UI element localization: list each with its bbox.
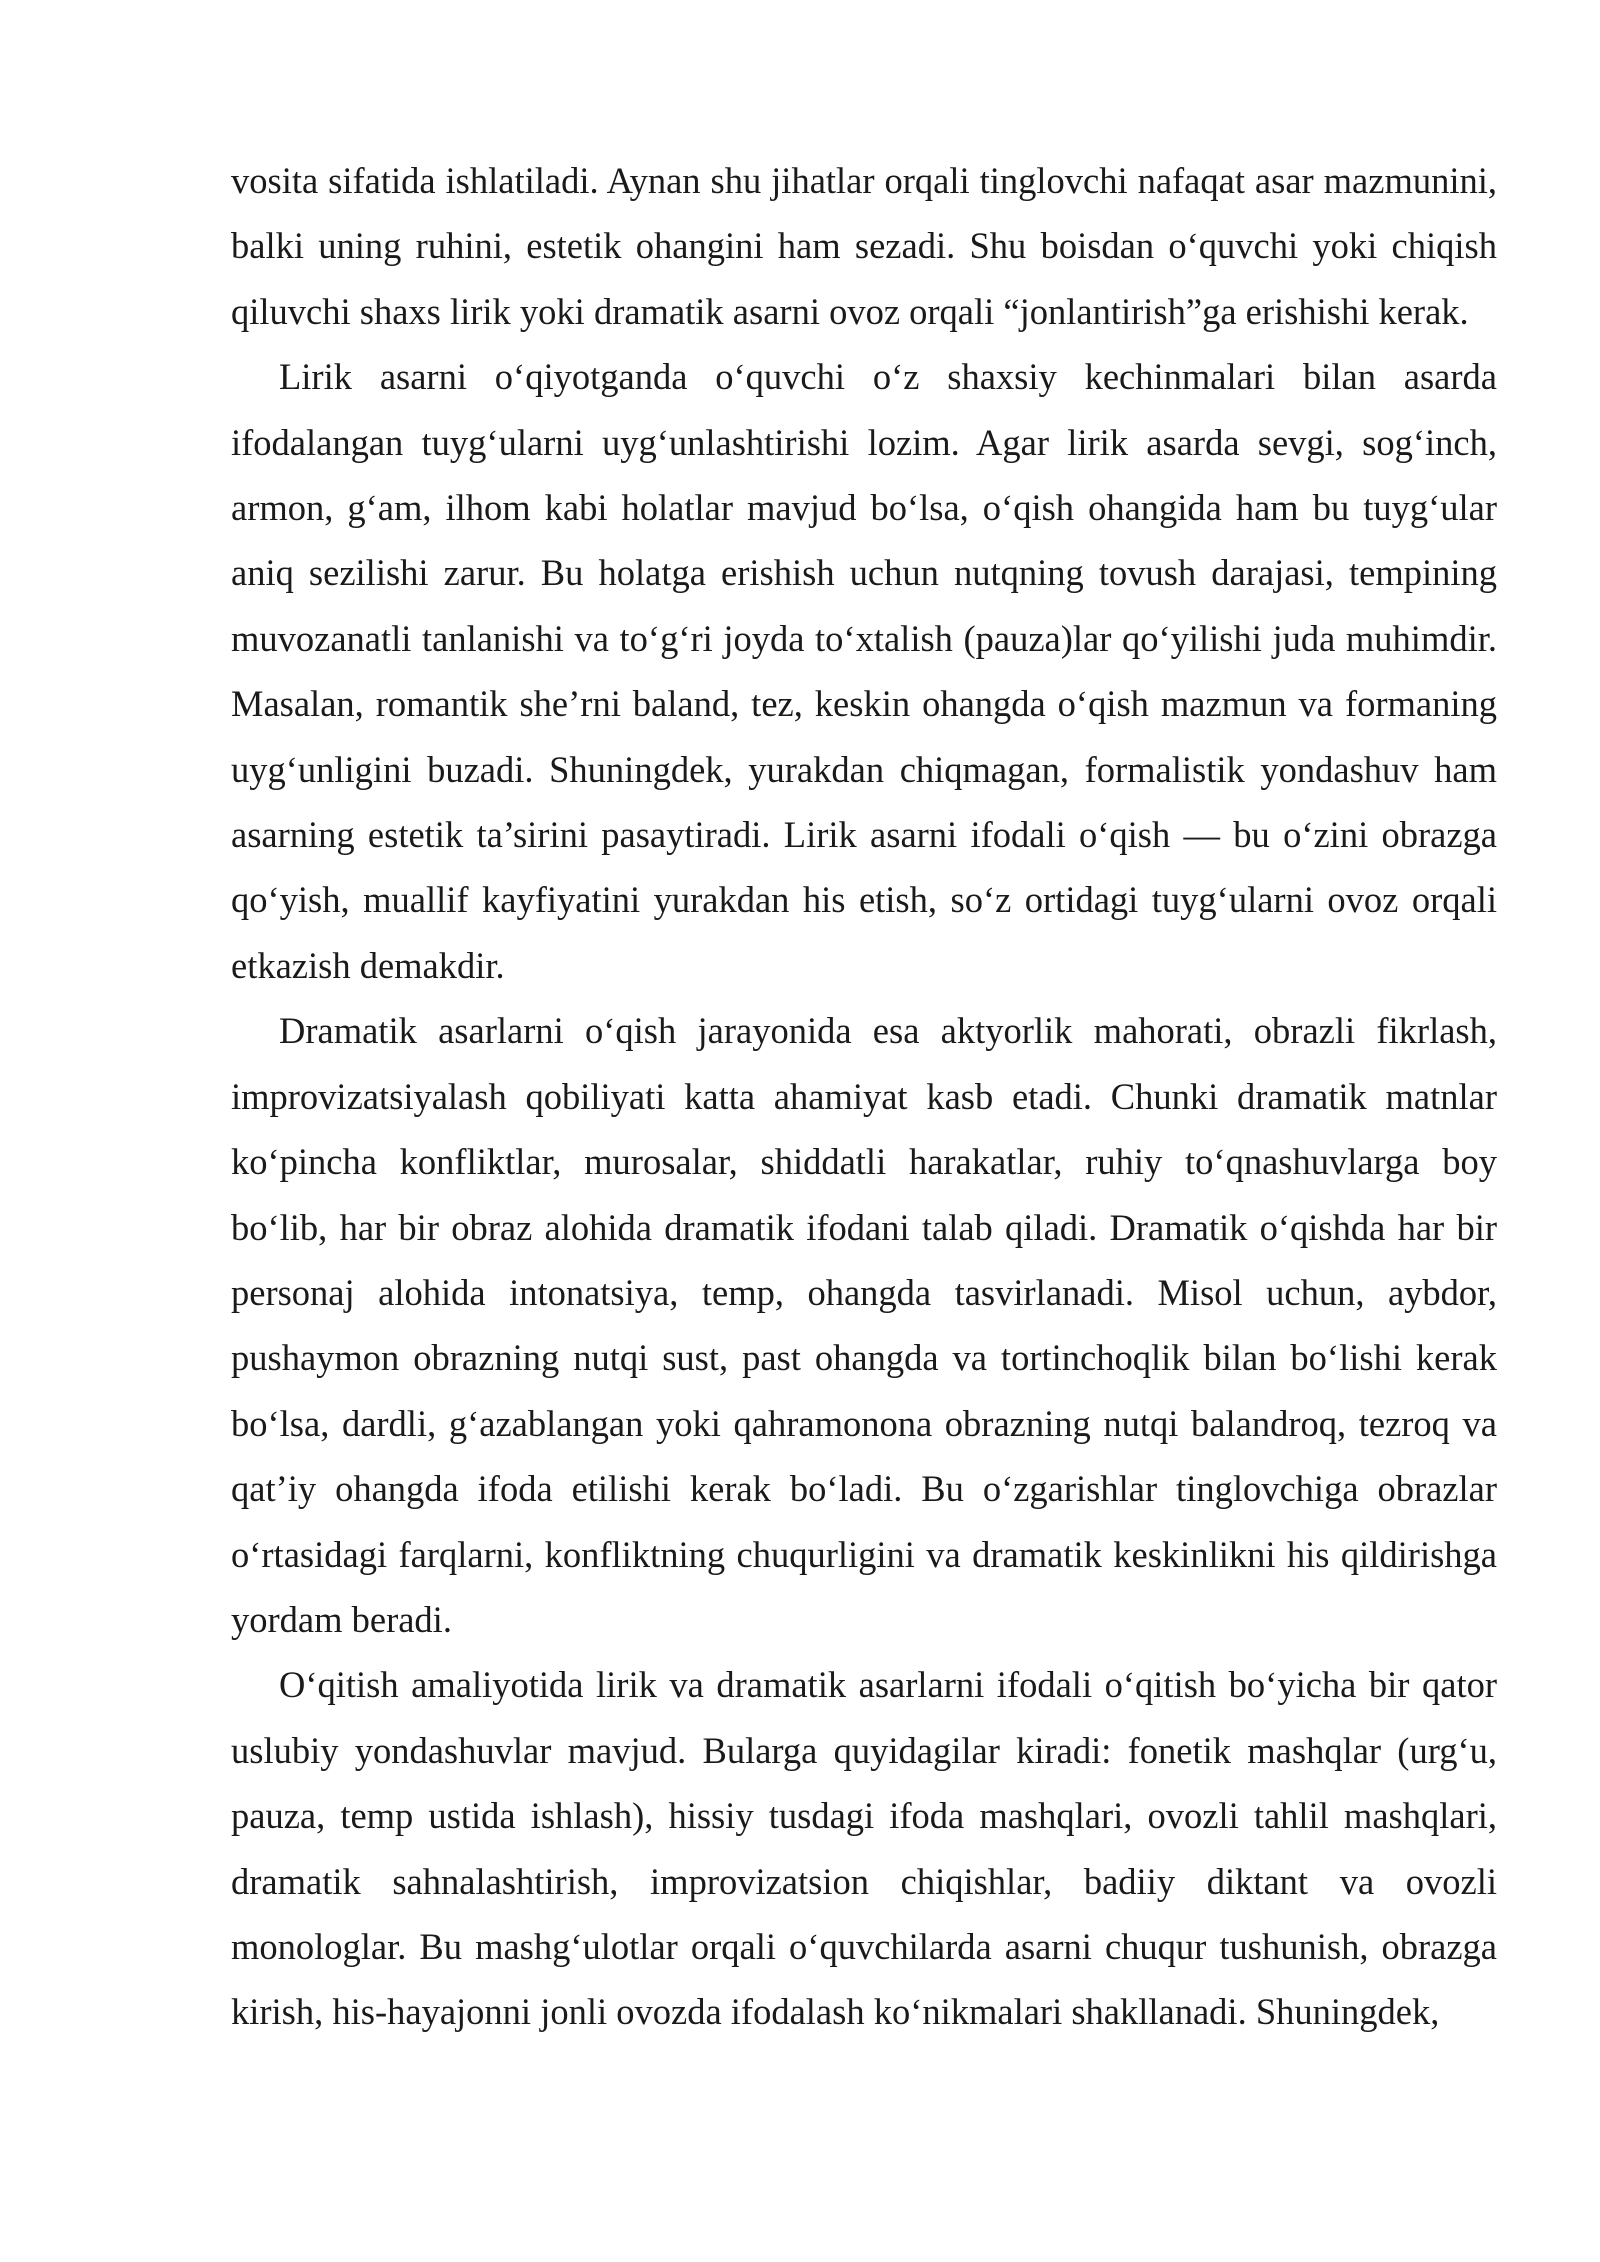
paragraph-dramatic-reading: Dramatik asarlarni o‘qish jarayonida esa aktyorlik mahorati, obrazli fikrlash, improvizatsiyalash qobiliyati katta ahamiyat kasb etadi. Chunki dramatik matnlar ko‘pincha konfliktlar, murosalar, shiddatli harakatlar, ruhiy to‘qnashuvlarga boy bo‘lib, har bir obraz alohida dramatik ifodani talab qiladi. Dramatik o‘qishda har bir personaj alohida intonatsiya, temp, ohangda tasvirlanadi. Misol uchun, aybdor, pushaymon obrazning nutqi sust, past ohangda va tortinchoqlik bilan bo‘lishi kerak bo‘lsa, dardli, g‘azablangan yoki qahramonona obrazning nutqi balandroq, tezroq va qat’iy ohangda ifoda etilishi kerak bo‘ladi. Bu o‘zgarishlar tinglovchiga obrazlar o‘rtasidagi farqlarni, konfliktning chuqurligini va dramatik keskinlikni his qildirishga yordam beradi. xyxy=(231,1010,1497,1640)
paragraph-teaching-practice: O‘qitish amaliyotida lirik va dramatik asarlarni ifodali o‘qitish bo‘yicha bir qator uslubiy yondashuvlar mavjud. Bularga quyidagilar kiradi: fonetik mashqlar (urg‘u, pauza, temp ustida ishlash), hissiy tusdagi ifoda mashqlari, ovozli tahlil mashqlari, dramatik sahnalashtirish, improvizatsion chiqishlar, badiiy diktant va ovozli monologlar. Bu mashg‘ulotlar orqali o‘quvchilarda asarni chuqur tushunish, obrazga kirish, his-hayajonni jonli ovozda ifodalash ko‘nikmalari shakllanadi. Shuningdek, xyxy=(231,1664,1497,2033)
paragraph-lyric-reading: Lirik asarni o‘qiyotganda o‘quvchi o‘z shaxsiy kechinmalari bilan asarda ifodalangan tuyg‘ularni uyg‘unlashtirishi lozim. Agar lirik asarda sevgi, sog‘inch, armon, g‘am, ilhom kabi holatlar mavjud bo‘lsa, o‘qish ohangida ham bu tuyg‘ular aniq sezilishi zarur. Bu holatga erishish uchun nutqning tovush darajasi, tempining muvozanatli tanlanishi va to‘g‘ri joyda to‘xtalish (pauza)lar qo‘yilishi juda muhimdir. Masalan, romantik she’rni baland, tez, keskin ohangda o‘qish mazmun va formaning uyg‘unligini buzadi. Shuningdek, yurakdan chiqmagan, formalistik yondashuv ham asarning estetik ta’sirini pasaytiradi. Lirik asarni ifodali o‘qish — bu o‘zini obrazga qo‘yish, muallif kayfiyatini yurakdan his etish, so‘z ortidagi tuyg‘ularni ovoz orqali etkazish demakdir. xyxy=(231,356,1497,986)
body-text xyxy=(231,148,1497,2045)
paragraph-continued: vosita sifatida ishlatiladi. Aynan shu jihatlar orqali tinglovchi nafaqat asar mazmunini, balki uning ruhini, estetik ohangini ham sezadi. Shu boisdan o‘quvchi yoki chiqish qiluvchi shaxs lirik yoki dramatik asarni ovoz orqali “jonlantirish”ga erishishi kerak. xyxy=(231,160,1497,332)
